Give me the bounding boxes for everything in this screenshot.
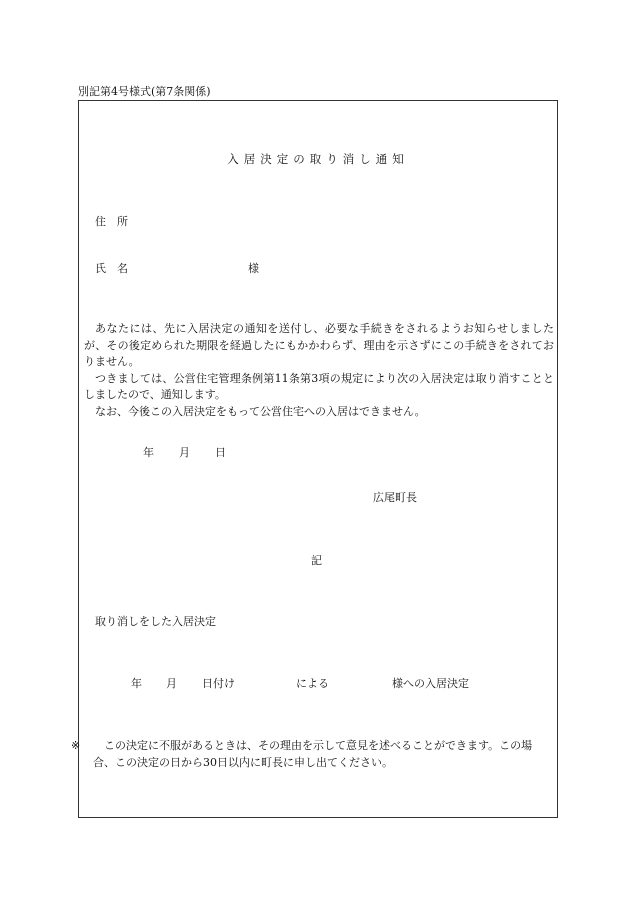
- date-day: 日: [215, 446, 226, 459]
- form-label: 別記第4号様式(第7条関係): [78, 85, 211, 98]
- body-paragraph-2: つきましては、公営住宅管理条例第11条第3項の規定により次の入居決定は取り消すこととしましたので、通知します。: [84, 371, 554, 401]
- date-month: 月: [179, 446, 190, 459]
- note-mark: ※: [71, 739, 81, 752]
- ki-label: 記: [311, 554, 322, 567]
- document-title: 入居決定の取り消し通知: [227, 152, 409, 166]
- appeal-note: [71, 738, 554, 771]
- body-paragraph-3: なお、今後この入居決定をもって公営住宅への入居はできません。: [95, 404, 426, 418]
- decision-year: 年: [131, 677, 142, 690]
- decision-sama: 様への入居決定: [392, 677, 469, 690]
- decision-month: 月: [166, 677, 177, 690]
- decision-by: による: [296, 677, 329, 690]
- honorific: 様: [248, 262, 259, 275]
- note-text: この決定に不服があるときは、その理由を示して意見を述べることができます。この場合、この決定の日から30日以内に町長に申し出てください。: [93, 739, 533, 769]
- cancelled-decision-heading: 取り消しをした入居決定: [95, 615, 216, 628]
- body-paragraph-1: あなたには、先に入居決定の通知を送付し、必要な手続きをされるようお知らせしましたが、その後定められた期限を経過したにもかかわらず、理由を示さずにこの手続きをされておりません。: [84, 322, 554, 368]
- date-year: 年: [143, 446, 154, 459]
- notice-body: [84, 321, 554, 420]
- decision-dated: 日付け: [202, 677, 235, 690]
- name-label: 氏 名: [95, 262, 128, 275]
- issuer: 広尾町長: [373, 491, 417, 504]
- address-label: 住 所: [95, 215, 128, 228]
